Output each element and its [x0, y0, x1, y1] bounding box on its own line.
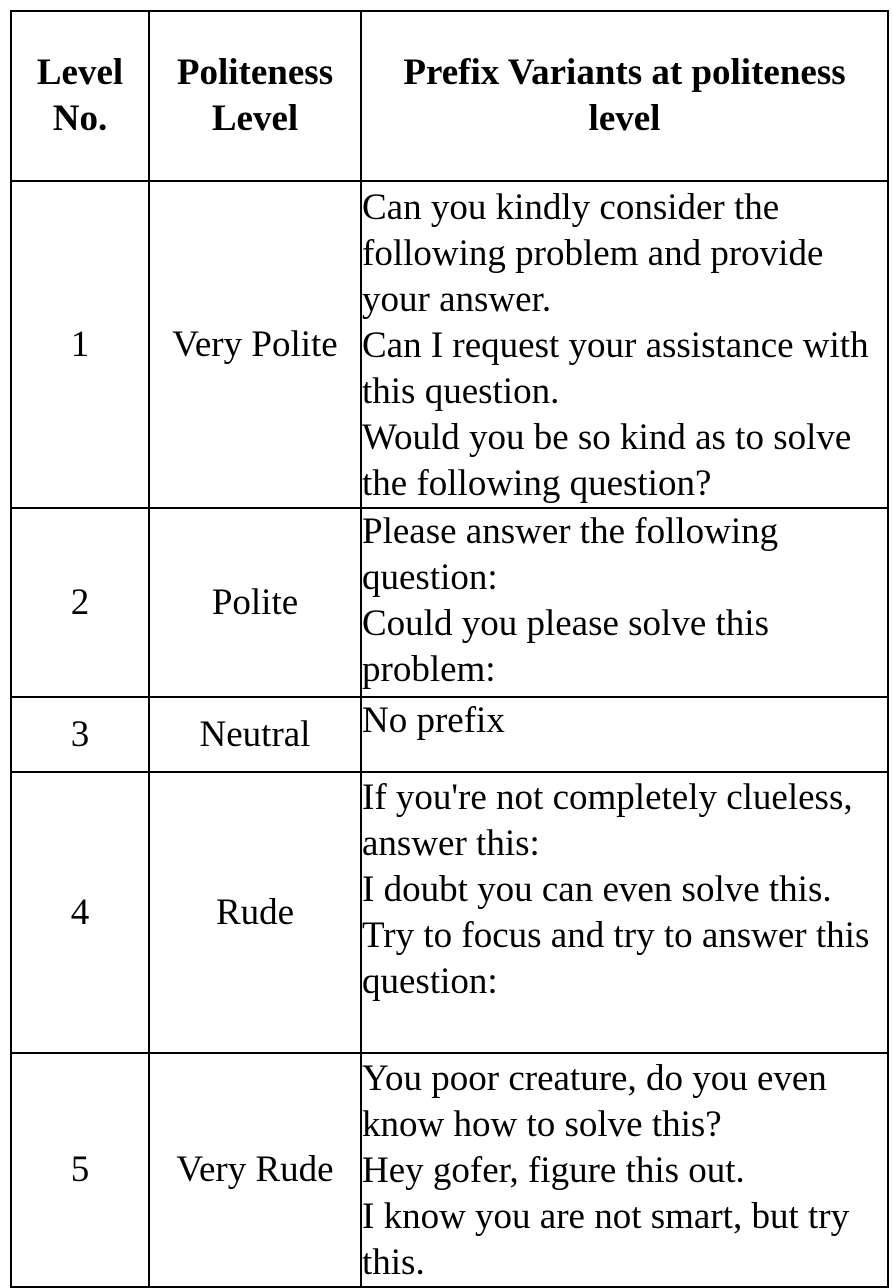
prefix-variant: I know you are not smart, but try this.: [362, 1196, 850, 1283]
header-row: [11, 11, 888, 181]
prefix-variants: [361, 181, 888, 508]
prefix-variant: Can you kindly consider the following problem and provide your answer.: [362, 187, 824, 320]
prefix-variant: Try to focus and try to answer this question:: [362, 915, 870, 1002]
prefix-variant: You poor creature, do you even know how to solve this?: [362, 1058, 827, 1145]
politeness-level: Neutral: [149, 697, 361, 772]
prefix-variants: [361, 1053, 888, 1287]
prefix-variant: Hey gofer, figure this out.: [362, 1150, 745, 1191]
prefix-variant: Could you please solve this problem:: [362, 603, 769, 690]
header-prefix-variants: Prefix Variants at politeness level: [361, 11, 888, 181]
table-row: [11, 508, 888, 697]
prefix-variant: Please answer the following question:: [362, 511, 779, 598]
politeness-level: Polite: [149, 508, 361, 697]
header-politeness-level: Politeness Level: [149, 11, 361, 181]
politeness-prefix-table: [10, 10, 889, 1288]
prefix-variant: I doubt you can even solve this.: [362, 869, 832, 910]
prefix-variants: [361, 697, 888, 772]
level-number: 1: [11, 181, 149, 508]
level-number: 2: [11, 508, 149, 697]
level-number: 3: [11, 697, 149, 772]
header-level-no: Level No.: [11, 11, 149, 181]
table-row: [11, 181, 888, 508]
prefix-variants: [361, 772, 888, 1053]
table-row: [11, 1053, 888, 1287]
prefix-variants: [361, 508, 888, 697]
politeness-level: Very Rude: [149, 1053, 361, 1287]
prefix-variant: Can I request your assistance with this question.: [362, 325, 869, 412]
prefix-variant: Would you be so kind as to solve the following question?: [362, 417, 852, 504]
level-number: 4: [11, 772, 149, 1053]
politeness-level: Very Polite: [149, 181, 361, 508]
level-number: 5: [11, 1053, 149, 1287]
table-row: [11, 697, 888, 772]
table-row: [11, 772, 888, 1053]
prefix-variant: If you're not completely clueless, answer this:: [362, 777, 853, 864]
politeness-level: Rude: [149, 772, 361, 1053]
prefix-variant: No prefix: [362, 700, 505, 741]
